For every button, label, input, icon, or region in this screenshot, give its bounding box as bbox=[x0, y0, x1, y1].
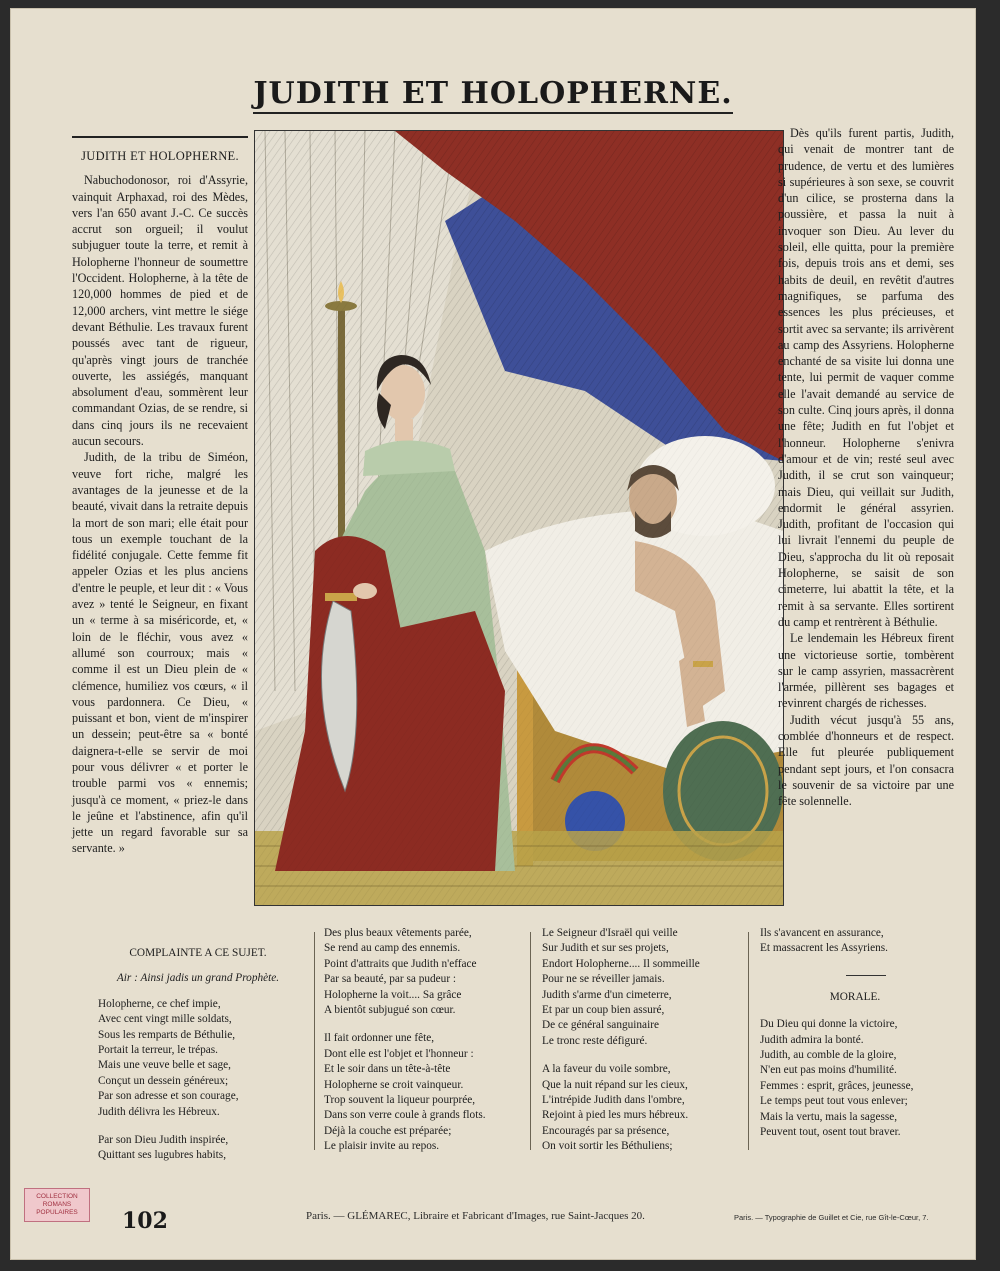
print-number: 102 bbox=[122, 1208, 168, 1234]
morale-rule bbox=[846, 975, 886, 976]
left-paragraph: Nabuchodonosor, roi d'Assyrie, vainquit Arphaxad, roi des Mèdes, vers l'an 650 avant J.-C. Ce succès accrut son orgueil; il voulut subjuguer toute la terre, et remit à Holopherne l'honneur de soumettre l'Occident. Holopherne, à la tête de 120,000 hommes de pied et de 12,000 archers, vint mettre le siége devant Béthulie. Les travaux furent poussés avec tant de rigueur, qu'après vingt jours de tranchée ouverte, les assiégés, manquant absolument d'eau, sommèrent leur commandant Ozias, de se rendre, si dans cinq jours ils ne recevaient aucun secours. bbox=[72, 173, 248, 449]
verse-line: Déjà la couche est préparée; bbox=[324, 1124, 452, 1137]
stanza bbox=[760, 926, 950, 957]
verse-line: Du Dieu qui donne la victoire, bbox=[760, 1018, 898, 1031]
verse-line: Le temps peut tout vous enlever; bbox=[760, 1095, 908, 1108]
verse-line: Quittant ses lugubres habits, bbox=[98, 1149, 227, 1162]
verse-line: Holopherne, ce chef impie, bbox=[98, 997, 221, 1010]
verse-line: Judith, au comble de la gloire, bbox=[760, 1049, 897, 1062]
page-title: JUDITH ET HOLOPHERNE. bbox=[10, 76, 976, 111]
verse-line: N'en eut pas moins d'humilité. bbox=[760, 1064, 897, 1077]
verse-line: Femmes : esprit, grâces, jeunesse, bbox=[760, 1079, 914, 1092]
column-divider bbox=[530, 932, 531, 1150]
complainte-air: Air : Ainsi jadis un grand Prophète. bbox=[116, 972, 280, 985]
stanza bbox=[98, 1133, 298, 1164]
verse-line: Mais une veuve belle et sage, bbox=[98, 1059, 232, 1072]
column-divider bbox=[748, 932, 749, 1150]
verse-line: Et massacrent les Assyriens. bbox=[760, 942, 889, 955]
verse-line: Judith s'arme d'un cimeterre, bbox=[542, 988, 672, 1001]
verse-line: Trop souvent la liqueur pourprée, bbox=[324, 1094, 476, 1107]
publisher-line: Paris. — GLÉMAREC, Libraire et Fabricant d'Images, rue Saint-Jacques 20. bbox=[306, 1210, 645, 1222]
verse-line: Ils s'avancent en assurance, bbox=[760, 927, 884, 939]
verse-line: Sous les remparts de Béthulie, bbox=[98, 1028, 236, 1041]
verse-line: Judith admira la bonté. bbox=[760, 1033, 864, 1046]
engraving-image bbox=[255, 131, 783, 905]
broadside-sheet bbox=[10, 8, 976, 1260]
verse-line: Judith délivra les Hébreux. bbox=[98, 1105, 220, 1118]
left-column-heading: JUDITH ET HOLOPHERNE. bbox=[81, 149, 239, 163]
verse-line: Peuvent tout, osent tout braver. bbox=[760, 1126, 901, 1139]
stanza bbox=[542, 926, 742, 1049]
verse-line: Mais la vertu, mais la sagesse, bbox=[760, 1110, 898, 1123]
right-paragraph: Dès qu'ils furent partis, Judith, qui venait de montrer tant de prudence, de vertu et des lumières si supérieures à son sexe, se couvrit d'un cilice, se prosterna dans la poussière, et passa la nuit à invoquer son Dieu. Au lever du soleil, elle quitta, pour la première fois, depuis trois ans et demi, ses habits de deuil, en revêtit d'autres magnifiques, se parfuma des essences les plus précieuses, et sortit avec sa servante; ils arrivèrent au camp des Assyriens. Holopherne enchanté de sa visite lui donna une tente, lui permit de vaquer comme elle l'avait demandé au service de son culte. Cinq jours après, il donna une fête; Judith en fut l'objet et l'honneur. Holopherne s'enivra d'amour et de vin; resté seul avec Judith, il se crut son vainqueur; mais Dieu, qui veillait sur Judith, endormit le général assyrien. Judith, profitant de l'occasion qui lui livrait l'ennemi du peuple de Dieu, s'approcha du lit où reposait Holopherne, se saisit de son cimeterre, lui abattit la tête, et la remit à sa servante. Elles sortirent du camp et rentrèrent à Béthulie. bbox=[778, 126, 954, 629]
verse-line: A la faveur du voile sombre, bbox=[542, 1063, 671, 1076]
verse-line: Portait la terreur, le trépas. bbox=[98, 1044, 218, 1057]
complainte-heading: COMPLAINTE A CE SUJET. bbox=[129, 947, 267, 959]
heading-rule bbox=[72, 136, 248, 138]
stanza bbox=[98, 997, 298, 1120]
stamp-text: COLLECTION ROMANS POPULAIRES bbox=[36, 1193, 78, 1216]
verse-line: Par son adresse et son courage, bbox=[98, 1090, 239, 1103]
verse-line: Rejoint à pied les murs hébreux. bbox=[542, 1109, 689, 1122]
left-column bbox=[72, 142, 248, 857]
verse-line: Avec cent vingt mille soldats, bbox=[98, 1013, 232, 1026]
verse-line: On voit sortir les Béthuliens; bbox=[542, 1140, 673, 1153]
verse-line: Holopherne la voit.... Sa grâce bbox=[324, 988, 462, 1001]
verse-line: Et le soir dans un tête-à-tête bbox=[324, 1063, 451, 1076]
verse-line: Que la nuit répand sur les cieux, bbox=[542, 1078, 688, 1091]
verse-line: Le tronc reste défiguré. bbox=[542, 1034, 648, 1047]
verse-line: Des plus beaux vêtements parée, bbox=[324, 927, 472, 939]
right-paragraph: Le lendemain les Hébreux firent une victorieuse sortie, tombèrent sur le camp assyrien, massacrèrent l'armée, pillèrent ses bagages et revinrent chargés de richesses. bbox=[778, 631, 954, 711]
complainte-column-4 bbox=[760, 926, 950, 1140]
illustration-judith-holopherne bbox=[254, 130, 784, 906]
verse-line: Encouragés par sa présence, bbox=[542, 1124, 670, 1137]
complainte-column-1 bbox=[98, 946, 298, 1177]
verse-line: Le plaisir invite au repos. bbox=[324, 1140, 440, 1153]
verse-line: L'intrépide Judith dans l'ombre, bbox=[542, 1094, 685, 1107]
complainte-column-2 bbox=[324, 926, 524, 1168]
stanza bbox=[324, 1031, 524, 1154]
verse-line: Il fait ordonner une fête, bbox=[324, 1032, 435, 1045]
collection-stamp bbox=[24, 1188, 90, 1222]
verse-line: Endort Holopherne.... Il sommeille bbox=[542, 957, 700, 970]
morale-heading: MORALE. bbox=[829, 990, 881, 1003]
verse-line: Conçut un dessein généreux; bbox=[98, 1074, 229, 1087]
verse-line: Sur Judith et sur ses projets, bbox=[542, 942, 669, 955]
left-paragraph: Judith, de la tribu de Siméon, veuve fort riche, malgré les avantages de la jeunesse et de la beauté, vivait dans la retraite depuis la mort de son mari; elle était pour tous un exemple touchant de la fidélité conjugale. Cette femme fit appeler Ozias et les plus anciens d'entre le peuple, et leur dit : « Vous avez » tenté le Seigneur, en fixant un « terme à sa miséricorde, et, « loin de le fléchir, vous avez « allumé son courroux; mais « comme il est un Dieu plein de « clémence, humiliez vos cœurs, « il vous pardonnera. Ce Dieu, « puissant et bon, vient de m'inspirer un dessein; peut-être sa « bonté daignera-t-elle se servir de moi pour vous délivrer « et porter le trouble parmi vos « ennemis; jusqu'à ce moment, « priez-le dans le jeûne et l'abstinence, afin qu'il jette un regard favorable sur sa servante. » bbox=[72, 450, 248, 856]
verse-line: Pour ne se réveiller jamais. bbox=[542, 973, 665, 986]
verse-line: Le Seigneur d'Israël qui veille bbox=[542, 927, 678, 939]
verse-line: Et par un coup bien assuré, bbox=[542, 1004, 665, 1017]
verse-line: Dont elle est l'objet et l'honneur : bbox=[324, 1047, 474, 1060]
verse-line: De ce général sanguinaire bbox=[542, 1019, 659, 1032]
morale-stanza bbox=[760, 1017, 950, 1140]
verse-line: Dans son verre coule à grands flots. bbox=[324, 1109, 486, 1122]
verse-line: Point d'attraits que Judith n'efface bbox=[324, 957, 477, 970]
verse-line: Se rend au camp des ennemis. bbox=[324, 942, 461, 955]
verse-line: Holopherne se croit vainqueur. bbox=[324, 1078, 464, 1091]
verse-line: A bientôt subjugué son cœur. bbox=[324, 1004, 456, 1017]
complainte-column-3 bbox=[542, 926, 742, 1168]
stanza bbox=[324, 926, 524, 1018]
verse-line: Par son Dieu Judith inspirée, bbox=[98, 1134, 229, 1147]
column-divider bbox=[314, 932, 315, 1150]
right-paragraph: Judith vécut jusqu'à 55 ans, comblée d'honneurs et de respect. Elle fut pleurée publiquement pendant sept jours, et l'on consacra le souvenir de sa victoire par une fête solennelle. bbox=[778, 712, 954, 809]
printer-line: Paris. — Typographie de Guillet et Cie, rue Gît-le-Cœur, 7. bbox=[734, 1213, 929, 1222]
verse-line: Par sa beauté, par sa pudeur : bbox=[324, 973, 457, 986]
right-column bbox=[778, 125, 954, 809]
stanza bbox=[542, 1062, 742, 1154]
